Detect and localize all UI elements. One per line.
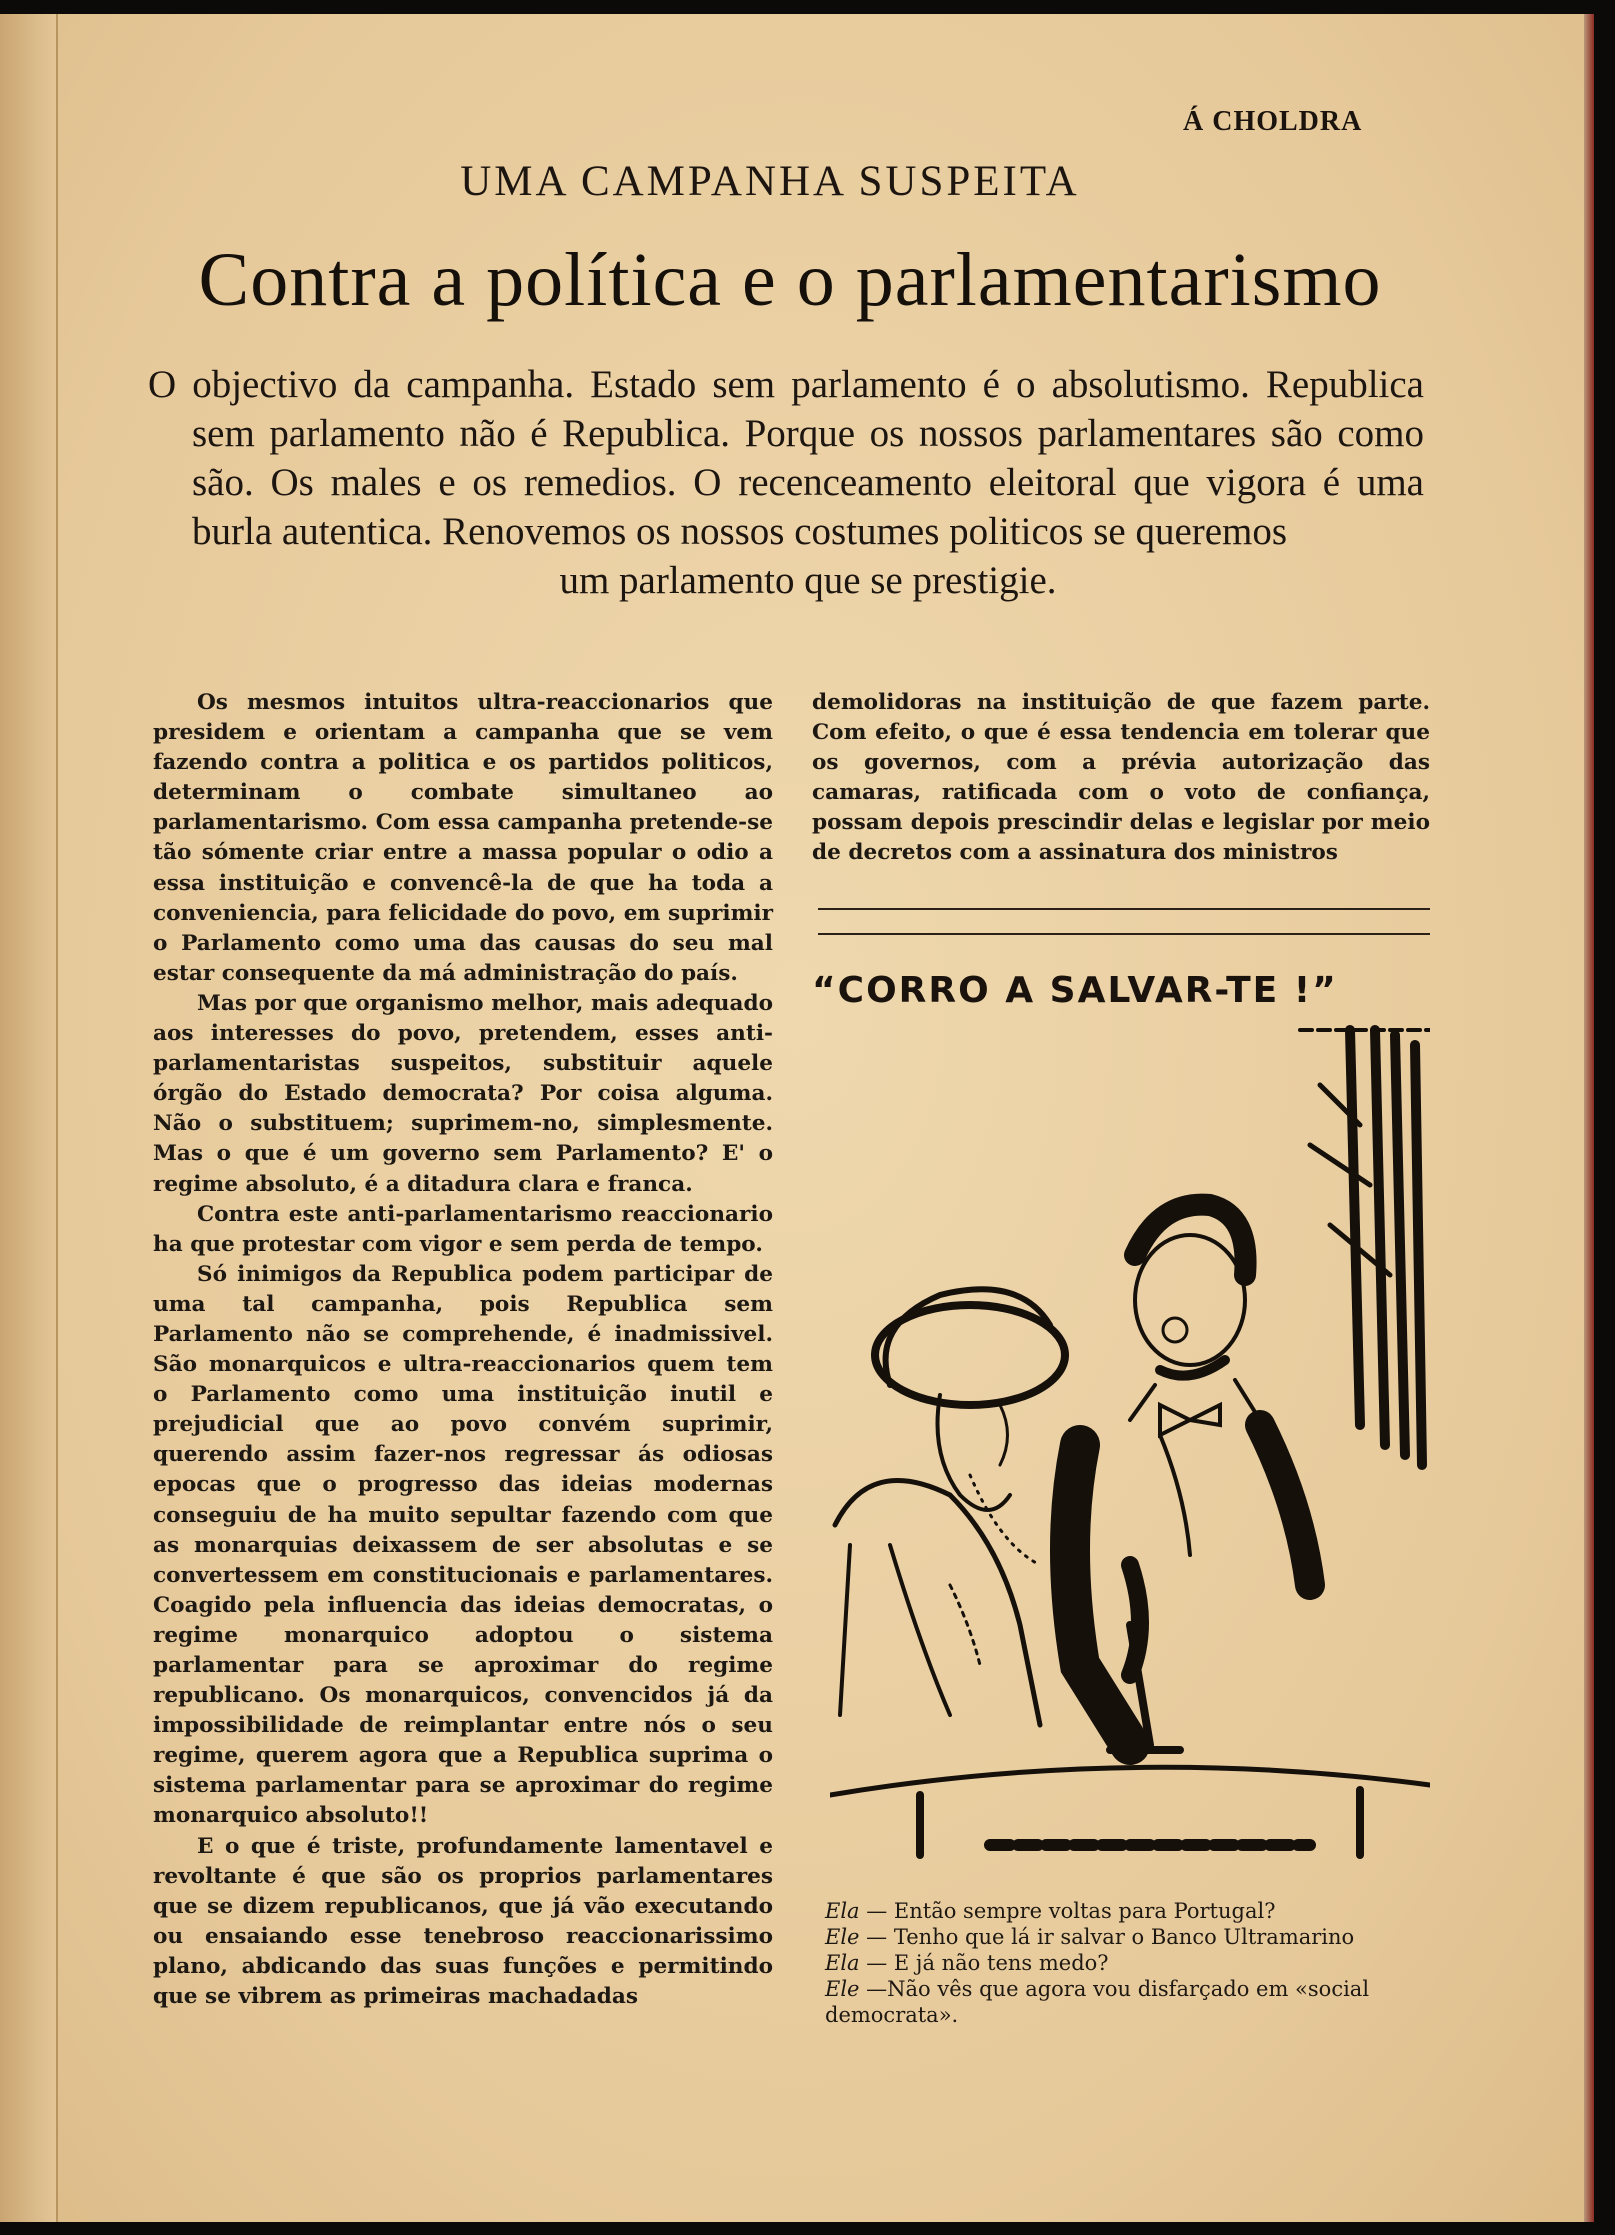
article-headline: Contra a política e o parlamentarismo — [198, 238, 1382, 322]
caption-text: —Não vês que agora vou disfarçado em «social — [859, 1977, 1370, 2001]
cartoon-title: “CORRO A SALVAR-TE !” — [812, 970, 1338, 1011]
caption-line — [825, 1924, 1445, 1950]
article-kicker: UMA CAMPANHA SUSPEITA — [460, 158, 1080, 205]
caption-speaker: Ele — [825, 1925, 860, 1949]
caption-line — [825, 1898, 1445, 1924]
caption-tail: democrata». — [825, 2003, 959, 2027]
caption-speaker: Ele — [825, 1977, 860, 2001]
article-body-left — [153, 688, 773, 2012]
body-paragraph: Contra este anti-parlamentarismo reaccionario ha que protestar com vigor e sem perda de tempo. — [153, 1201, 773, 1257]
summary-text: O objectivo da campanha. Estado sem parlamento é o absolutismo. Republica sem parlamento não é Republica. Porque os nossos parlamentares são como são. Os males e os remedios. O recenceamento eleitoral que vigora é uma burla autentica. Renovemos os nossos costumes politicos se queremos — [148, 363, 1424, 553]
running-head: Á CHOLDRA — [1183, 106, 1363, 137]
body-paragraph: E o que é triste, profundamente lamentavel e revoltante é que são os proprios parlamentares que se dizem republicanos, que já vão executando ou ensaiando esse tenebroso reaccionarissimo plano, abdicando das suas funções e permitindo que se vibrem as primeiras machadadas — [153, 1833, 773, 2010]
page-edge — [1584, 14, 1594, 2222]
cartoon-caption — [825, 1898, 1445, 2028]
body-paragraph: Mas por que organismo melhor, mais adequado aos interesses do povo, pretendem, esses anti-parlamentaristas suspeitos, substituir aquele órgão do Estado democrata? Por coisa alguma. Não o substituem; suprimem-no, simplesmente. Mas o que é um governo sem Parlamento? E' o regime absoluto, é a ditadura clara e franca. — [153, 990, 773, 1197]
body-paragraph: Os mesmos intuitos ultra-reaccionarios que presidem e orientam a campanha que se vem fazendo contra a politica e os partidos politicos, determinam o combate simultaneo ao parlamentarismo. Com essa campanha pretende-se tão sómente criar entre a massa popular o odio a essa instituição e convencê-la de que ha toda a conveniencia, para felicidade do povo, em suprimir o Parlamento como uma das causas do seu mal estar consequente da má administração do país. — [153, 690, 773, 986]
article-continuation: demolidoras na instituição de que fazem parte. Com efeito, o que é essa tendencia em tolerar que os governos, com a prévia autorização das camaras, ratificada com o voto de confiança, possam depois prescindir delas e legislar por meio de decretos com a assinatura dos ministros — [812, 690, 1430, 866]
caption-line — [825, 1950, 1445, 1976]
caption-speaker: Ela — [825, 1951, 860, 1975]
binding-spine — [0, 14, 58, 2222]
divider-rule — [818, 933, 1430, 935]
caption-text: — Então sempre voltas para Portugal? — [859, 1899, 1276, 1923]
body-paragraph: Só inimigos da Republica podem participar de uma tal campanha, pois Republica sem Parlamento não se comprehende, é inadmissivel. São monarquicos e ultra-reaccionarios quem tem o Parlamento como uma instituição inutil e prejudicial que ao povo convém suprimir, querendo assim fazer-nos regressar ás odiosas epocas que o progresso das ideias modernas conseguiu de ha muito sepultar fazendo com que as monarquias deixassem de ser absolutas e se convertessem em constitucionais e parlamentares. Coagido pela influencia das ideias democratas, o regime monarquico adoptou o sistema parlamentar para se aproximar do regime republicano. Os monarquicos, convencidos já da impossibilidade de reimplantar entre nós o seu regime, querem agora que a Republica suprima o sistema parlamentar para se aproximar do regime monarquico absoluto!! — [153, 1261, 773, 1829]
caption-line — [825, 1976, 1445, 2002]
article-summary — [148, 360, 1424, 605]
cartoon-illustration — [830, 1025, 1430, 1880]
caption-text: — Tenho que lá ir salvar o Banco Ultramarino — [859, 1925, 1355, 1949]
caption-speaker: Ela — [825, 1899, 860, 1923]
divider-rule — [818, 908, 1430, 910]
caption-text: — E já não tens medo? — [859, 1951, 1109, 1975]
summary-last-line: um parlamento que se prestigie. — [559, 559, 1057, 602]
